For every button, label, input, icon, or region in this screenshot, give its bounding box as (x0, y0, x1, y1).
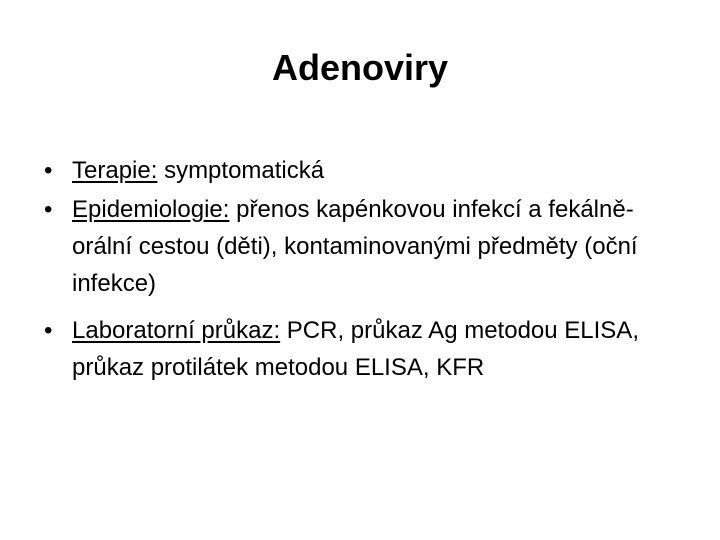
bullet-item-laboratory (44, 312, 684, 386)
bullet-text: PCR, průkaz Ag metodou ELISA, průkaz protilátek metodou ELISA, KFR (72, 317, 639, 381)
bullet-dot-icon: • (44, 196, 53, 223)
bullet-text: symptomatická (164, 157, 325, 184)
bullet-label: Terapie: (72, 157, 158, 184)
bullet-item-therapy (44, 152, 684, 189)
bullet-label: Laboratorní průkaz: (72, 317, 281, 344)
bullet-dot-icon: • (44, 157, 53, 184)
bullet-dot-icon: • (44, 317, 53, 344)
bullet-label: Epidemiologie: (72, 196, 230, 223)
bullet-list (44, 152, 684, 386)
slide-title: Adenoviry (271, 47, 449, 88)
bullet-item-epidemiology (44, 191, 684, 302)
bullet-text: přenos kapénkovou infekcí a fekálně-orální cestou (děti), kontaminovanými předměty (oční infekce) (72, 196, 638, 297)
